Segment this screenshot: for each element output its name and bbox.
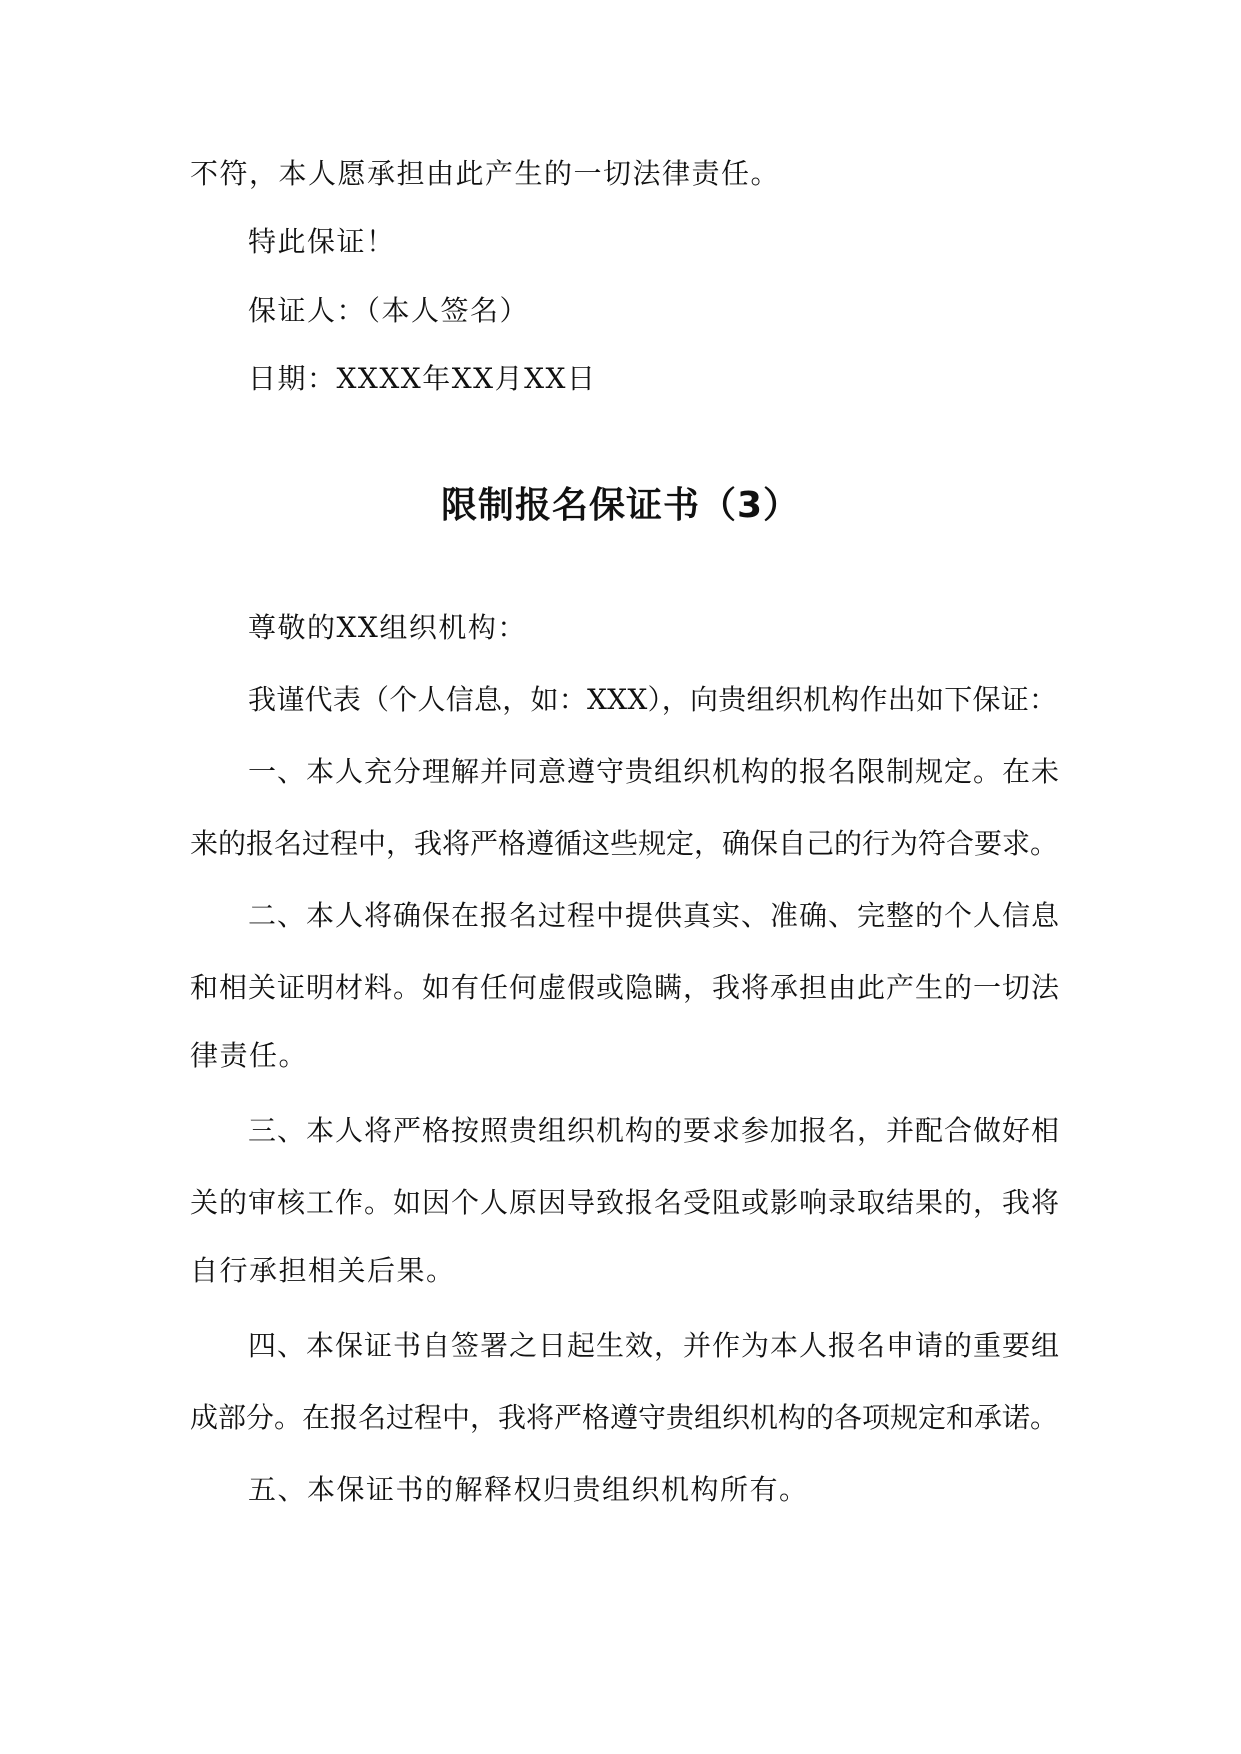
clause-2-line-1: 二、本人将确保在报名过程中提供真实、准确、完整的个人信息 [248, 899, 1061, 932]
clause-4-line-2: 成部分。在报名过程中，我将严格遵守贵组织机构的各项规定和承诺。 [190, 1401, 1059, 1434]
clause-3-line-2: 关的审核工作。如因个人原因导致报名受阻或影响录取结果的，我将 [190, 1186, 1061, 1219]
guarantor-signature-line: 保证人：（本人签名） [248, 294, 530, 327]
clause-2-line-3: 律责任。 [190, 1039, 309, 1072]
clause-2-line-2: 和相关证明材料。如有任何虚假或隐瞒，我将承担由此产生的一切法 [190, 971, 1061, 1004]
clause-3-line-1: 三、本人将严格按照贵组织机构的要求参加报名，并配合做好相 [248, 1114, 1061, 1147]
closing-text: 特此保证！ [248, 225, 396, 258]
document-title: 限制报名保证书（3） [440, 485, 801, 526]
clause-1-line-1: 一、本人充分理解并同意遵守贵组织机构的报名限制规定。在未 [248, 755, 1061, 788]
clause-1-line-2: 来的报名过程中，我将严格遵循这些规定，确保自己的行为符合要求。 [190, 827, 1059, 860]
clause-3-line-3: 自行承担相关后果。 [190, 1254, 456, 1287]
clause-4-line-1: 四、本保证书自签署之日起生效，并作为本人报名申请的重要组 [248, 1329, 1061, 1362]
intro-paragraph: 我谨代表（个人信息，如：XXX），向贵组织机构作出如下保证： [248, 683, 1058, 716]
salutation: 尊敬的XX组织机构： [248, 611, 527, 644]
clause-5: 五、本保证书的解释权归贵组织机构所有。 [248, 1473, 809, 1506]
continuation-text: 不符，本人愿承担由此产生的一切法律责任。 [190, 157, 781, 190]
date-line: 日期：XXXX年XX月XX日 [248, 362, 597, 395]
